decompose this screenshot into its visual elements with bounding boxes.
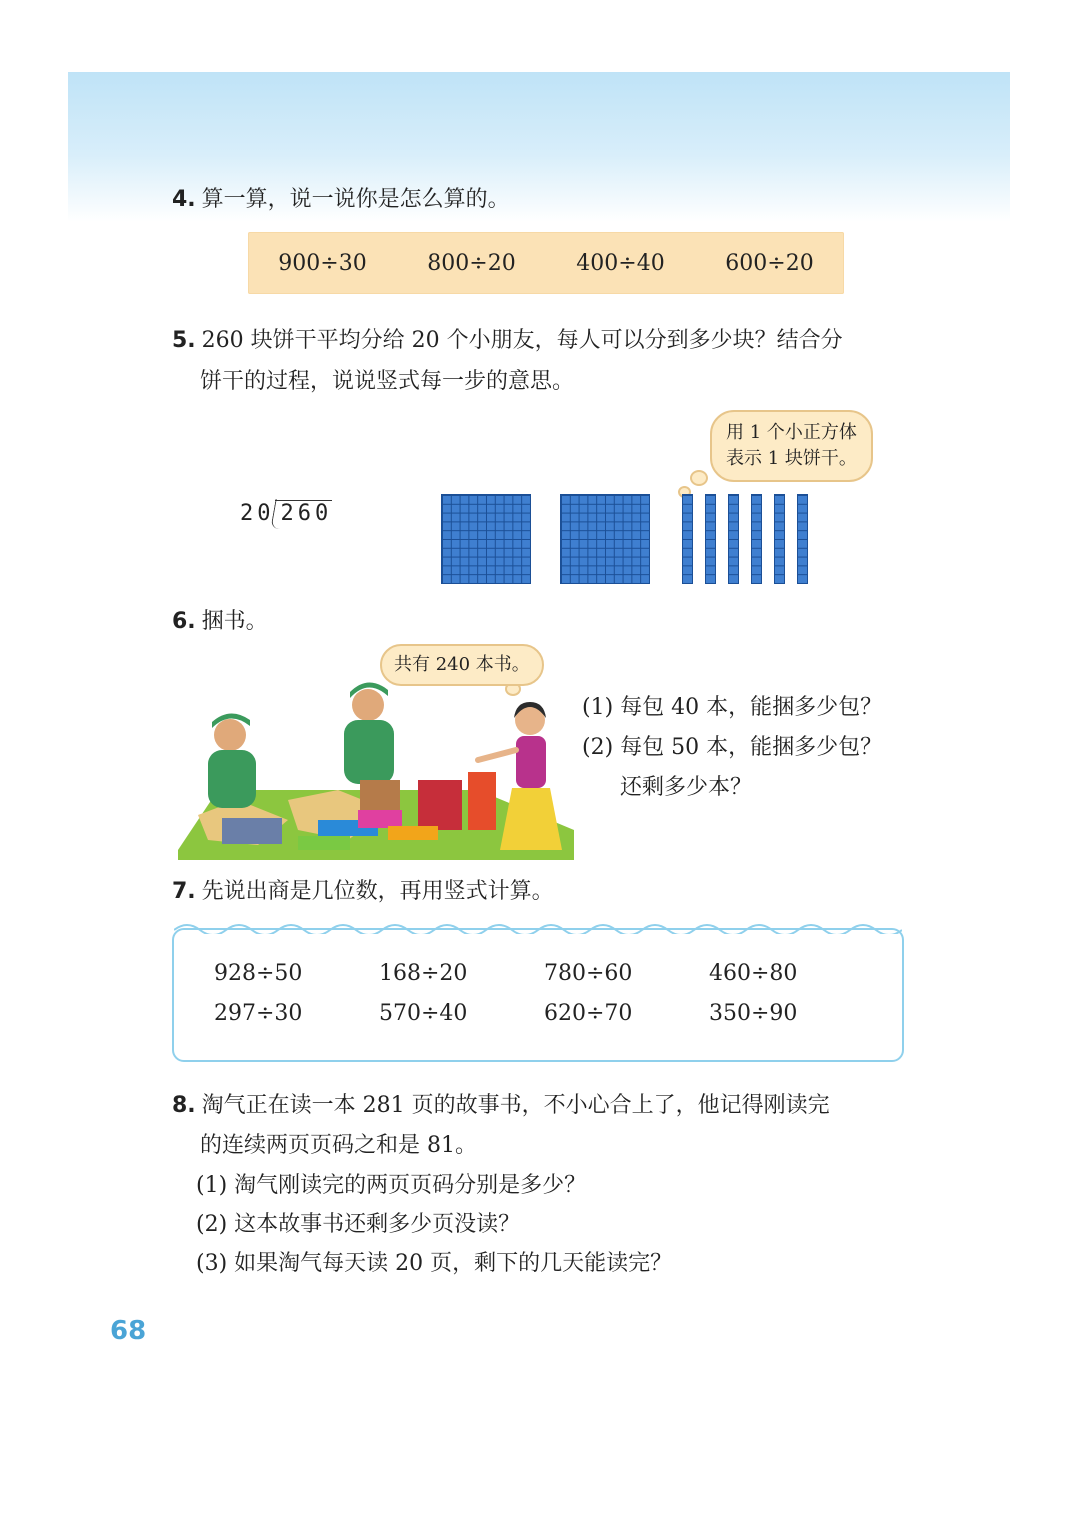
question-4-expression-box	[248, 232, 844, 294]
dividend: 260	[275, 500, 333, 526]
hundred-cube-block	[441, 494, 531, 584]
question-5-line1: 260 块饼干平均分给 20 个小朋友，每人可以分到多少块？结合分	[201, 328, 843, 353]
bubble-line: 用 1 个小正方体	[726, 422, 857, 443]
question-4-number: 4.	[172, 187, 196, 212]
question-6-sub2b: 还剩多少本？	[620, 775, 753, 800]
question-5-title	[172, 325, 843, 357]
question-7-text: 先说出商是几位数，再用竖式计算。	[201, 879, 554, 904]
q7-expression-grid	[214, 960, 874, 1028]
question-7-expression-box	[172, 928, 904, 1062]
ten-cube-rod	[682, 494, 693, 584]
q7-expression: 350÷90	[709, 1001, 798, 1026]
question-8-sub3: (3) 如果淘气每天读 20 页，剩下的几天能读完？	[196, 1251, 673, 1276]
q4-expression: 600÷20	[725, 250, 814, 276]
q4-expression: 800÷20	[427, 250, 516, 276]
question-6-sub1: (1) 每包 40 本，能捆多少包？	[582, 695, 883, 720]
ten-cube-rod	[705, 494, 716, 584]
q7-expression: 168÷20	[379, 961, 468, 986]
question-6-text: 捆书。	[201, 609, 268, 634]
divisor: 20	[240, 501, 275, 526]
q4-expression: 400÷40	[576, 250, 665, 276]
book-count-bubble: 共有 240 本书。	[380, 644, 544, 686]
question-8-line2: 的连续两页页码之和是 81。	[200, 1133, 477, 1158]
question-8-sub1: (1) 淘气刚读完的两页页码分别是多少？	[196, 1173, 587, 1198]
q7-expression: 297÷30	[214, 1001, 303, 1026]
ten-cube-rod	[797, 494, 808, 584]
question-5-number: 5.	[172, 328, 196, 353]
question-8-title	[172, 1090, 830, 1122]
long-division	[240, 500, 332, 526]
question-8-line1: 淘气正在读一本 281 页的故事书，不小心合上了，他记得刚读完	[201, 1093, 830, 1118]
question-6-title	[172, 606, 268, 638]
page-number: 68	[110, 1316, 147, 1346]
ten-cube-rod	[728, 494, 739, 584]
question-7-title	[172, 876, 554, 908]
question-5-line2: 饼干的过程，说说竖式每一步的意思。	[200, 369, 575, 394]
question-4-title	[172, 184, 510, 216]
question-6-sub2: (2) 每包 50 本，能捆多少包？	[582, 735, 883, 760]
bubble-line: 表示 1 块饼干。	[726, 448, 857, 469]
q7-expression: 460÷80	[709, 961, 798, 986]
q7-expression: 570÷40	[379, 1001, 468, 1026]
question-7-number: 7.	[172, 879, 196, 904]
question-6-number: 6.	[172, 609, 196, 634]
question-4-text: 算一算，说一说你是怎么算的。	[201, 187, 510, 212]
hundred-cube-block	[560, 494, 650, 584]
q7-expression: 780÷60	[544, 961, 633, 986]
wavy-border	[174, 920, 902, 934]
question-8-sub2: (2) 这本故事书还剩多少页没读？	[196, 1212, 521, 1237]
ten-cube-rod	[751, 494, 762, 584]
ten-cube-rod	[774, 494, 785, 584]
q7-expression: 928÷50	[214, 961, 303, 986]
cube-hint-bubble	[710, 410, 873, 482]
q4-expression: 900÷30	[278, 250, 367, 276]
question-8-number: 8.	[172, 1093, 196, 1118]
q7-expression: 620÷70	[544, 1001, 633, 1026]
thought-dot	[690, 470, 708, 486]
